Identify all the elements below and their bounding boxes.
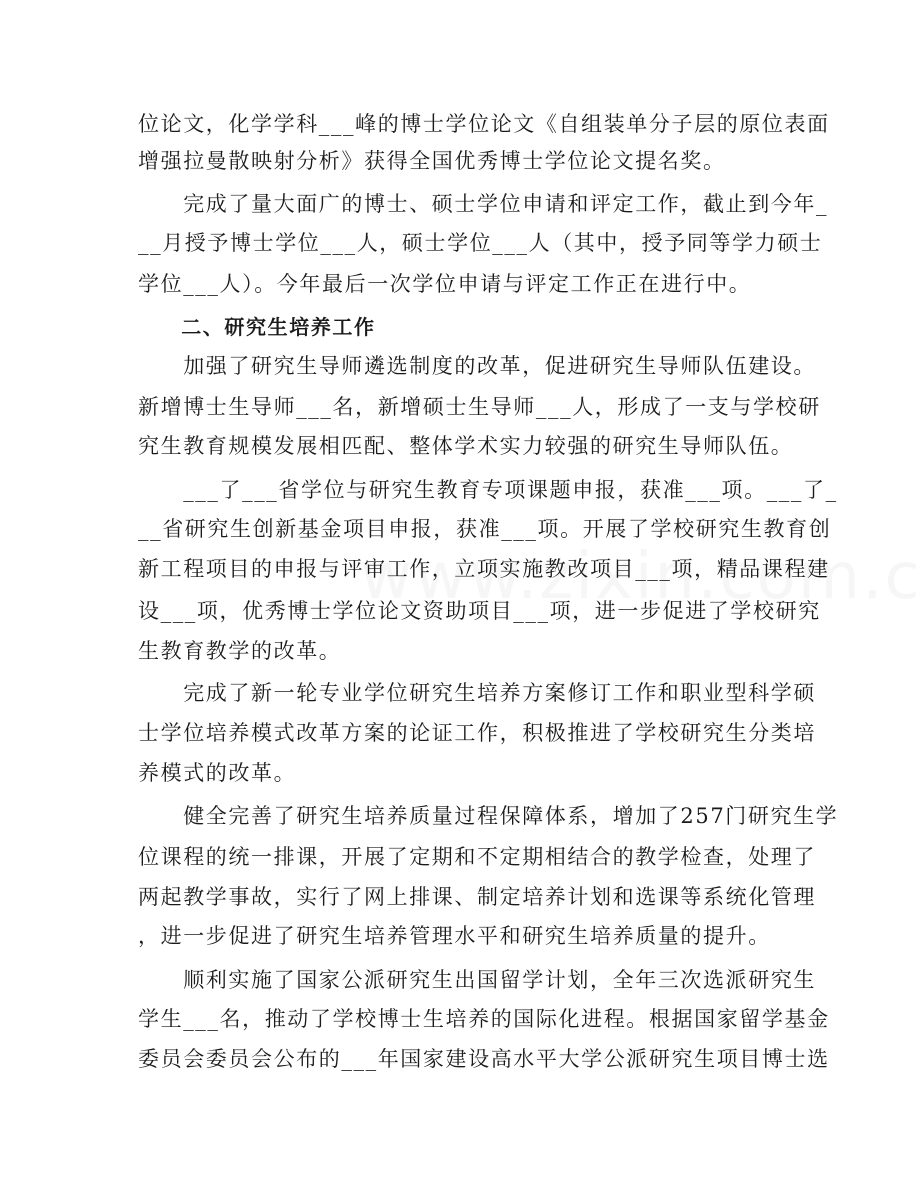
text-line: 生教育教学的改革。	[138, 639, 342, 663]
text-line: ，进一步促进了研究生培养管理水平和研究生培养质量的提升。	[138, 924, 771, 948]
text-line: 委员会委员会公布的___年国家建设高水平大学公派研究生项目博士选	[138, 1047, 830, 1071]
section-heading: 二、研究生培养工作	[138, 315, 376, 339]
text-line: 新工程项目的申报与评审工作，立项实施教改项目___项，精品课程建	[138, 557, 830, 581]
text-line: 增强拉曼散映射分析》获得全国优秀博士学位论文提名奖。	[138, 149, 726, 173]
text-line: 两起教学事故，实行了网上排课、制定培养计划和选课等系统化管理	[138, 885, 816, 909]
text-line: 完成了量大面广的博士、硕士学位申请和评定工作，截止到今年_	[138, 192, 829, 216]
text-line: 顺利实施了国家公派研究生出国留学计划，全年三次选派研究生	[138, 968, 816, 992]
text-line: 士学位培养模式改革方案的论证工作，积极推进了学校研究生分类培	[138, 721, 816, 745]
text-line: 究生教育规模发展相匹配、整体学术实力较强的研究生导师队伍。	[138, 434, 794, 458]
text-line: __省研究生创新基金项目申报，获准___项。开展了学校研究生教育创	[138, 517, 832, 541]
text-line: 养模式的改革。	[138, 761, 297, 785]
text-line: 位课程的统一排课，开展了定期和不定期相结合的教学检查，处理了	[138, 845, 816, 869]
text-line: 完成了新一轮专业学位研究生培养方案修订工作和职业型科学硕	[138, 681, 816, 705]
text-line: 加强了研究生导师遴选制度的改革，促进研究生导师队伍建设。	[138, 354, 816, 378]
text-line: 设___项，优秀博士学位论文资助项目___项，进一步促进了学校研究	[138, 599, 821, 623]
text-line: 学位___人）。今年最后一次学位申请与评定工作正在进行中。	[138, 272, 752, 296]
text-line: __月授予博士学位___人，硕士学位___人（其中，授予同等学力硕士	[138, 231, 823, 255]
text-line: 健全完善了研究生培养质量过程保障体系，增加了257门研究生学	[138, 804, 839, 828]
text-line: 新增博士生导师___名，新增硕士生导师___人，形成了一支与学校研	[138, 395, 821, 419]
text-line: 位论文，化学学科___峰的博士学位论文《自组装单分子层的原位表面	[138, 112, 830, 136]
text-line: ___了___省学位与研究生教育专项课题申报，获准___项。___了_	[138, 478, 838, 502]
text-line: 学生___名，推动了学校博士生培养的国际化进程。根据国家留学基金	[138, 1007, 830, 1031]
